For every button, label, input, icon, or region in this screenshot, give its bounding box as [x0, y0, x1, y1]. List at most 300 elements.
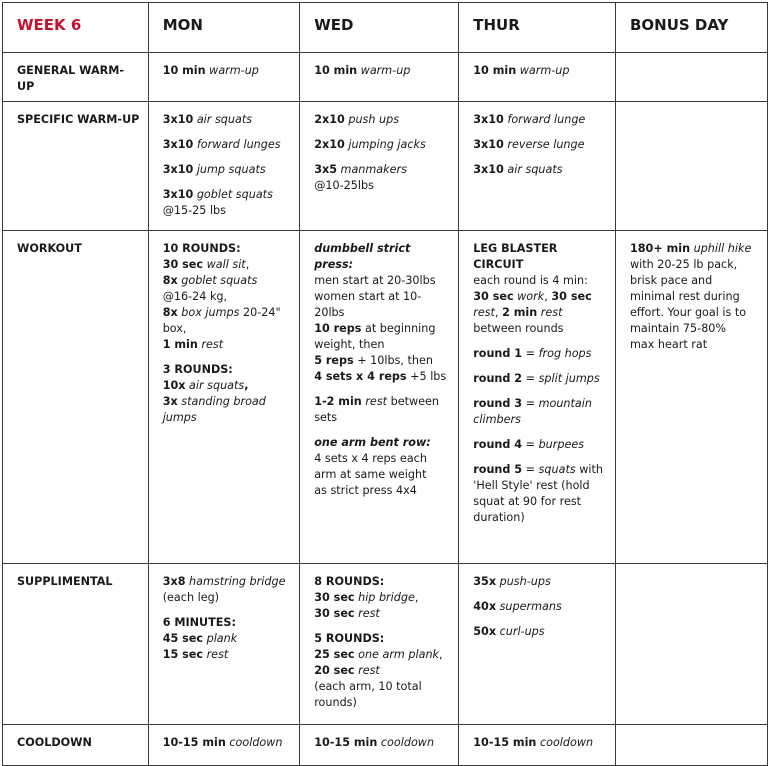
- text-run: 3x10: [162, 163, 194, 176]
- exercise-line: [163, 241, 288, 257]
- exercise-line: [473, 599, 603, 615]
- exercise-line: [314, 394, 446, 410]
- row-label: COOLDOWN: [17, 736, 92, 749]
- exercise-item: [473, 462, 603, 526]
- day-header-cell: [615, 3, 767, 53]
- row-supplimental: [3, 564, 768, 725]
- text-run: warm-up: [205, 64, 259, 77]
- text-run: maintain 75-80%: [629, 322, 727, 335]
- text-run: 5 reps: [314, 354, 354, 367]
- text-run: 6 MINUTES:: [162, 616, 236, 629]
- text-run: 3x10: [473, 113, 504, 126]
- exercise-line: [163, 647, 288, 663]
- exercise-line: [314, 647, 446, 663]
- text-run: 30 sec: [314, 607, 355, 620]
- day-header-bonus: BONUS DAY: [629, 16, 729, 34]
- exercise-line: [163, 631, 288, 647]
- text-run: each round is 4 min:: [473, 274, 588, 287]
- text-run: round 3: [473, 397, 523, 410]
- day-cell: [615, 53, 767, 102]
- text-run: rounds): [314, 696, 357, 709]
- day-header-wed: WED: [314, 16, 354, 34]
- exercise-item: [473, 599, 603, 615]
- text-run: minimal rest during: [629, 290, 740, 303]
- text-run: 8x: [162, 306, 178, 319]
- header-row: [3, 3, 768, 53]
- exercise-item: [473, 735, 603, 751]
- exercise-line: [473, 437, 603, 453]
- day-cell: [148, 564, 300, 725]
- text-run: 3x8: [162, 575, 186, 588]
- text-run: goblet squats: [177, 274, 258, 287]
- exercise-item: [163, 187, 288, 219]
- text-run: supermans: [496, 600, 562, 613]
- exercise-block: [616, 725, 767, 741]
- exercise-line: [473, 346, 603, 362]
- text-run: (each leg): [162, 591, 220, 604]
- text-run: 4 sets x 4 reps: [314, 370, 407, 383]
- exercise-line: [630, 273, 755, 289]
- exercise-item: [630, 241, 755, 353]
- exercise-item: [163, 63, 288, 79]
- text-run: round 5: [473, 463, 523, 476]
- exercise-line: [473, 494, 603, 510]
- text-run: hamstring bridge: [185, 575, 286, 588]
- text-run: one arm plank: [354, 648, 440, 661]
- day-cell: [148, 102, 300, 231]
- text-run: 30 sec: [551, 290, 592, 303]
- text-run: standing broad: [177, 395, 266, 408]
- text-run: round 4: [473, 438, 523, 451]
- exercise-item: [314, 631, 446, 711]
- exercise-line: [314, 631, 446, 647]
- exercise-block: [459, 231, 615, 532]
- day-cell: [615, 102, 767, 231]
- text-run: 3x10: [162, 113, 194, 126]
- text-run: 3 ROUNDS:: [162, 363, 233, 376]
- exercise-block: [459, 102, 615, 184]
- text-run: between: [387, 395, 439, 408]
- exercise-line: [314, 590, 446, 606]
- text-run: 20-24": [239, 306, 281, 319]
- text-run: 8x: [162, 274, 178, 287]
- day-cell: [300, 231, 459, 564]
- text-run: 10 reps: [314, 322, 362, 335]
- exercise-line: [163, 203, 288, 219]
- exercise-item: [314, 112, 446, 128]
- text-run: 4 sets x 4 reps each: [314, 452, 427, 465]
- row-label-cell: [3, 53, 149, 102]
- text-run: with: [575, 463, 603, 476]
- exercise-line: [163, 410, 288, 426]
- text-run: rest: [354, 607, 380, 620]
- text-run: ,: [544, 290, 552, 303]
- exercise-item: [473, 574, 603, 590]
- exercise-line: [163, 273, 288, 289]
- text-run: cooldown: [377, 736, 435, 749]
- text-run: 30 sec: [314, 591, 355, 604]
- exercise-line: [163, 63, 288, 79]
- text-run: @10-25lbs: [314, 179, 374, 192]
- text-run: 50x: [473, 625, 497, 638]
- text-run: +5 lbs: [406, 370, 447, 383]
- text-run: (each arm, 10 total: [314, 680, 422, 693]
- exercise-item: [314, 162, 446, 194]
- text-run: reverse lunge: [503, 138, 585, 151]
- text-run: 20 sec: [314, 664, 355, 677]
- exercise-item: [314, 241, 446, 385]
- text-run: 5 ROUNDS:: [314, 632, 385, 645]
- week-schedule-table: [2, 2, 768, 766]
- text-run: dumbbell strict: [314, 242, 411, 255]
- exercise-line: [163, 187, 288, 203]
- text-run: weight, then: [314, 338, 385, 351]
- day-cell: [300, 564, 459, 725]
- text-run: push-ups: [496, 575, 551, 588]
- row-label-cell: [3, 231, 149, 564]
- exercise-line: [630, 257, 755, 273]
- text-run: mountain: [538, 397, 592, 410]
- text-run: 10 min: [473, 64, 517, 77]
- day-cell: [615, 231, 767, 564]
- text-run: 1-2 min: [314, 395, 362, 408]
- exercise-line: [314, 178, 446, 194]
- row-label: GENERAL WARM-UP: [17, 64, 125, 93]
- exercise-line: [163, 305, 288, 321]
- exercise-item: [473, 371, 603, 387]
- exercise-block: [300, 53, 458, 85]
- row-label: SPECIFIC WARM-UP: [17, 113, 140, 126]
- exercise-line: [473, 137, 603, 153]
- text-run: round 1: [473, 347, 523, 360]
- text-run: as strict press 4x4: [314, 484, 417, 497]
- text-run: =: [522, 438, 539, 451]
- exercise-line: [163, 574, 288, 590]
- text-run: 3x10: [473, 163, 504, 176]
- exercise-line: [473, 162, 603, 178]
- text-run: 2x10: [314, 113, 345, 126]
- exercise-line: [473, 412, 603, 428]
- text-run: 2x10: [314, 138, 345, 151]
- text-run: uphill hike: [690, 242, 752, 255]
- exercise-item: [473, 112, 603, 128]
- text-run: duration): [473, 511, 525, 524]
- row-label: WORKOUT: [17, 242, 82, 255]
- row-specific-warmup: [3, 102, 768, 231]
- exercise-item: [314, 137, 446, 153]
- exercise-line: [473, 462, 603, 478]
- exercise-line: [314, 353, 446, 369]
- exercise-block: [300, 564, 458, 717]
- exercise-item: [473, 624, 603, 640]
- exercise-line: [314, 410, 446, 426]
- day-header-cell: [459, 3, 616, 53]
- text-run: air squats: [193, 113, 253, 126]
- exercise-line: [163, 735, 288, 751]
- text-run: ,: [245, 258, 250, 271]
- text-run: wall sit: [203, 258, 246, 271]
- exercise-block: [616, 53, 767, 69]
- exercise-line: [473, 63, 603, 79]
- text-run: press:: [314, 258, 354, 271]
- text-run: with 20-25 lb pack,: [629, 258, 738, 271]
- exercise-line: [163, 162, 288, 178]
- text-run: 10 ROUNDS:: [162, 242, 241, 255]
- text-run: 45 sec: [162, 632, 204, 645]
- exercise-line: [314, 273, 446, 289]
- exercise-line: [473, 289, 603, 305]
- row-label-cell: [3, 102, 149, 231]
- exercise-line: [163, 378, 288, 394]
- text-run: effort. Your goal is to: [629, 306, 747, 319]
- text-run: =: [522, 397, 539, 410]
- text-run: forward lunges: [193, 138, 281, 151]
- exercise-line: [314, 369, 446, 385]
- exercise-line: [314, 337, 446, 353]
- day-cell: [459, 725, 616, 766]
- exercise-item: [473, 162, 603, 178]
- text-run: 8 ROUNDS:: [314, 575, 385, 588]
- exercise-item: [314, 63, 446, 79]
- text-run: CIRCUIT: [473, 258, 524, 271]
- text-run: 35x: [473, 575, 497, 588]
- row-workout: [3, 231, 768, 564]
- exercise-line: [314, 112, 446, 128]
- exercise-item: [163, 241, 288, 353]
- text-run: 15 sec: [162, 648, 204, 661]
- exercise-line: [630, 337, 755, 353]
- text-run: 10-15 min: [314, 736, 378, 749]
- text-run: at beginning: [361, 322, 436, 335]
- text-run: 30 sec: [162, 258, 204, 271]
- text-run: 10 min: [314, 64, 358, 77]
- exercise-line: [163, 615, 288, 631]
- row-cooldown: [3, 725, 768, 766]
- exercise-line: [473, 574, 603, 590]
- exercise-block: [149, 53, 300, 85]
- exercise-line: [630, 241, 755, 257]
- text-run: burpees: [538, 438, 585, 451]
- week-header-cell: [3, 3, 149, 53]
- day-cell: [459, 231, 616, 564]
- text-run: arm at same weight: [314, 468, 427, 481]
- text-run: 10-15 min: [473, 736, 537, 749]
- text-run: work: [513, 290, 545, 303]
- exercise-line: [163, 289, 288, 305]
- text-run: rest: [537, 306, 563, 319]
- exercise-block: [616, 231, 767, 359]
- day-cell: [148, 725, 300, 766]
- text-run: @15-25 lbs: [162, 204, 226, 217]
- text-run: 40x: [473, 600, 497, 613]
- exercise-block: [616, 102, 767, 118]
- exercise-item: [473, 137, 603, 153]
- day-cell: [459, 53, 616, 102]
- text-run: =: [522, 372, 539, 385]
- exercise-line: [473, 371, 603, 387]
- exercise-block: [459, 725, 615, 757]
- exercise-line: [314, 483, 446, 499]
- exercise-line: [163, 394, 288, 410]
- exercise-line: [314, 451, 446, 467]
- exercise-item: [473, 63, 603, 79]
- exercise-block: [300, 231, 458, 505]
- exercise-line: [314, 305, 446, 321]
- text-run: jump squats: [193, 163, 266, 176]
- text-run: ,: [244, 379, 249, 392]
- text-run: cooldown: [225, 736, 283, 749]
- exercise-line: [314, 695, 446, 711]
- text-run: frog hops: [538, 347, 592, 360]
- row-label-cell: [3, 725, 149, 766]
- exercise-line: [314, 241, 446, 257]
- text-run: 'Hell Style' rest (hold: [473, 479, 590, 492]
- text-run: goblet squats: [193, 188, 273, 201]
- text-run: =: [522, 347, 539, 360]
- text-run: air squats: [503, 163, 563, 176]
- week-title: WEEK 6: [17, 16, 82, 34]
- day-cell: [459, 102, 616, 231]
- exercise-item: [473, 346, 603, 362]
- text-run: warm-up: [357, 64, 411, 77]
- exercise-item: [314, 435, 446, 499]
- exercise-line: [630, 305, 755, 321]
- exercise-block: [149, 102, 300, 225]
- day-header-cell: [300, 3, 459, 53]
- text-run: 180+ min: [629, 242, 691, 255]
- text-run: plank: [203, 632, 238, 645]
- row-general-warmup: [3, 53, 768, 102]
- text-run: jumps: [162, 411, 197, 424]
- exercise-line: [473, 257, 603, 273]
- exercise-line: [473, 624, 603, 640]
- exercise-line: [314, 435, 446, 451]
- text-run: 3x10: [473, 138, 504, 151]
- exercise-block: [300, 102, 458, 200]
- row-label: SUPPLIMENTAL: [17, 575, 113, 588]
- exercise-line: [314, 467, 446, 483]
- text-run: 20lbs: [314, 306, 345, 319]
- day-cell: [459, 564, 616, 725]
- exercise-line: [473, 305, 603, 321]
- text-run: 3x: [162, 395, 178, 408]
- exercise-item: [163, 162, 288, 178]
- text-run: ,: [414, 591, 419, 604]
- exercise-line: [473, 396, 603, 412]
- text-run: one arm bent row:: [314, 436, 431, 449]
- exercise-line: [163, 137, 288, 153]
- exercise-block: [459, 564, 615, 646]
- text-run: + 10lbs, then: [353, 354, 433, 367]
- exercise-item: [163, 362, 288, 426]
- text-run: between rounds: [473, 322, 564, 335]
- text-run: 25 sec: [314, 648, 355, 661]
- text-run: women start at 10-: [314, 290, 422, 303]
- exercise-item: [163, 615, 288, 663]
- day-cell: [300, 725, 459, 766]
- exercise-item: [163, 735, 288, 751]
- text-run: rest: [354, 664, 380, 677]
- text-run: rest: [197, 338, 224, 351]
- exercise-item: [473, 396, 603, 428]
- text-run: round 2: [473, 372, 523, 385]
- exercise-line: [473, 735, 603, 751]
- day-header-thur: THUR: [473, 16, 520, 34]
- exercise-item: [314, 394, 446, 426]
- text-run: jumping jacks: [344, 138, 426, 151]
- day-cell: [300, 102, 459, 231]
- exercise-line: [314, 679, 446, 695]
- text-run: 2 min: [502, 306, 538, 319]
- exercise-line: [163, 321, 288, 337]
- exercise-line: [473, 321, 603, 337]
- exercise-line: [314, 162, 446, 178]
- exercise-line: [473, 112, 603, 128]
- text-run: brisk pace and: [629, 274, 713, 287]
- exercise-line: [473, 510, 603, 526]
- exercise-line: [163, 362, 288, 378]
- exercise-item: [473, 437, 603, 453]
- exercise-item: [314, 735, 446, 751]
- exercise-block: [149, 725, 300, 757]
- day-cell: [300, 53, 459, 102]
- text-run: rest: [361, 395, 388, 408]
- day-cell: [148, 53, 300, 102]
- text-run: cooldown: [536, 736, 594, 749]
- text-run: 30 sec: [473, 290, 514, 303]
- text-run: sets: [314, 411, 338, 424]
- exercise-line: [314, 735, 446, 751]
- exercise-line: [314, 257, 446, 273]
- exercise-line: [473, 273, 603, 289]
- text-run: 3x10: [162, 138, 194, 151]
- text-run: ,: [439, 648, 443, 661]
- day-cell: [615, 564, 767, 725]
- text-run: ,: [494, 306, 503, 319]
- exercise-line: [163, 257, 288, 273]
- text-run: 10 min: [162, 64, 206, 77]
- text-run: warm-up: [516, 64, 570, 77]
- exercise-item: [314, 574, 446, 622]
- text-run: 10x: [162, 379, 186, 392]
- exercise-line: [473, 478, 603, 494]
- text-run: max heart rat: [629, 338, 708, 351]
- text-run: push ups: [344, 113, 400, 126]
- text-run: 3x10: [162, 188, 194, 201]
- exercise-line: [314, 289, 446, 305]
- text-run: squats: [538, 463, 576, 476]
- text-run: squat at 90 for rest: [473, 495, 582, 508]
- text-run: 3x5: [314, 163, 337, 176]
- exercise-line: [314, 137, 446, 153]
- text-run: rest: [203, 648, 229, 661]
- text-run: forward lunge: [503, 113, 586, 126]
- day-cell: [148, 231, 300, 564]
- exercise-block: [300, 725, 458, 757]
- text-run: curl-ups: [496, 625, 545, 638]
- exercise-line: [314, 663, 446, 679]
- text-run: hip bridge: [354, 591, 415, 604]
- day-cell: [615, 725, 767, 766]
- text-run: 1 min: [162, 338, 198, 351]
- text-run: box,: [162, 322, 187, 335]
- exercise-line: [314, 574, 446, 590]
- day-header-mon: MON: [162, 16, 203, 34]
- exercise-line: [473, 241, 603, 257]
- text-run: men start at 20-30lbs: [314, 274, 436, 287]
- text-run: @16-24 kg,: [162, 290, 228, 303]
- text-run: 10-15 min: [162, 736, 226, 749]
